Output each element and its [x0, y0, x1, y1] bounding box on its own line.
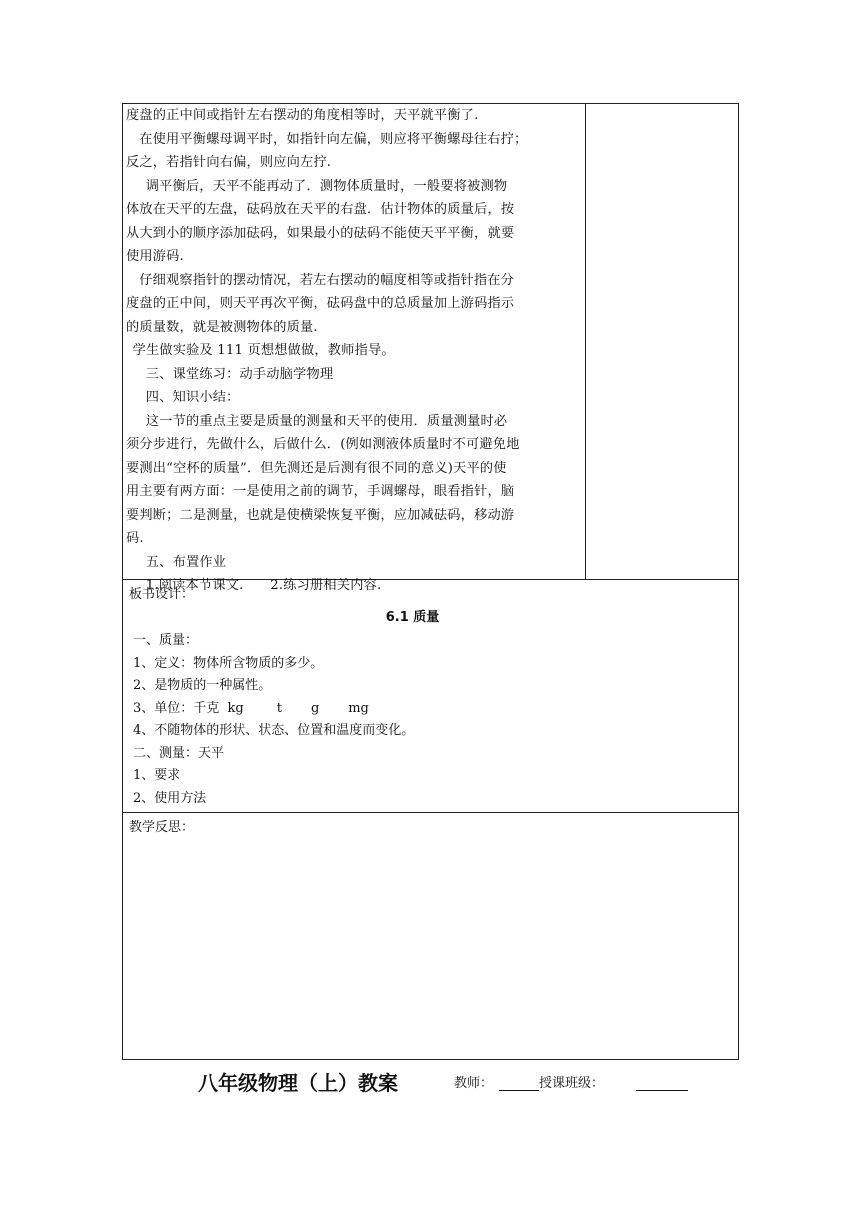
reflection-row [123, 813, 739, 1060]
lesson-line: 从大到小的顺序添加砝码，如果最小的砝码不能使天平平衡，就要 [126, 225, 515, 241]
lesson-line: 五、布置作业 [145, 554, 227, 570]
lesson-line: 度盘的正中间或指针左右摆动的角度相等时，天平就平衡了. [126, 108, 479, 123]
teacher-label: 教师： [454, 1076, 494, 1091]
board-line: 2、使用方法 [133, 790, 207, 806]
lesson-line: 体放在天平的左盘，砝码放在天平的右盘．估计物体的质量后，按 [126, 202, 515, 217]
board-line: 3、单位：千克 kg t g mg [133, 700, 369, 716]
lesson-line: 三、课堂练习：动手动脑学物理 [145, 366, 334, 382]
lesson-line: 1.阅读本节课文. 2.练习册相关内容. [145, 578, 382, 593]
reflection-label: 教学反思： [129, 820, 195, 835]
teacher-blank [499, 1090, 539, 1091]
lesson-line: 四、知识小结： [145, 390, 240, 405]
lesson-content-cell [123, 104, 586, 593]
board-line: 1、要求 [133, 768, 181, 783]
lesson-line: 学生做实验及 111 页想想做做，教师指导。 [132, 343, 395, 358]
reflection-cell [123, 813, 739, 1060]
lesson-line: 仔细观察指针的摆动情况，若左右摆动的幅度相等或指针指在分 [139, 272, 515, 288]
board-line: 4、不随物体的形状、状态、位置和温度而变化。 [133, 723, 415, 738]
lesson-line: 用主要有两方面：一是使用之前的调节，手调螺母，眼看指针，脑 [126, 484, 515, 499]
lesson-line: 在使用平衡螺母调平时，如指针向左偏，则应将平衡螺母往右拧； [139, 131, 528, 147]
class-blank [636, 1090, 688, 1091]
footer-title: 八年级物理（上）教案 [198, 1071, 398, 1095]
lesson-line: 要测出“空杯的质量”．但先测还是后测有很不同的意义)天平的使 [126, 460, 507, 476]
board-design-row [123, 580, 739, 813]
board-line: 1、定义：物体所含物质的多少。 [133, 655, 324, 671]
lesson-line: 码. [126, 531, 144, 546]
board-lines [129, 630, 734, 810]
lesson-line: 调平衡后，天平不能再动了．测物体质量时，一般要将被测物 [145, 178, 508, 194]
lesson-line: 使用游码. [126, 249, 184, 264]
lesson-body-row [123, 104, 739, 580]
board-title: 6.1 质量 [385, 610, 440, 625]
side-notes-cell [586, 104, 739, 580]
board-line: 2、是物质的一种属性。 [133, 678, 272, 693]
lesson-line: 要判断；二是测量，也就是使横梁恢复平衡，应加减砝码，移动游 [126, 507, 515, 523]
lesson-line: 这一节的重点主要是质量的测量和天平的使用．质量测量时必 [145, 413, 508, 429]
board-design-label: 板书设计： [129, 587, 195, 602]
lesson-text-block [123, 104, 585, 593]
page-footer [0, 1068, 860, 1100]
lesson-plan-table [122, 103, 739, 1060]
class-label: 授课班级： [539, 1076, 605, 1091]
lesson-line: 须分步进行，先做什么，后做什么．(例如测液体质量时不可避免地 [126, 437, 520, 452]
board-design-cell [123, 580, 739, 813]
lesson-line: 反之，若指针向右偏，则应向左拧. [126, 155, 332, 170]
lesson-line: 度盘的正中间，则天平再次平衡，砝码盘中的总质量加上游码指示 [126, 296, 515, 311]
lesson-line: 的质量数，就是被测物体的质量. [126, 319, 318, 335]
board-line: 二、测量：天平 [133, 745, 225, 761]
board-line: 一、质量： [133, 633, 199, 648]
